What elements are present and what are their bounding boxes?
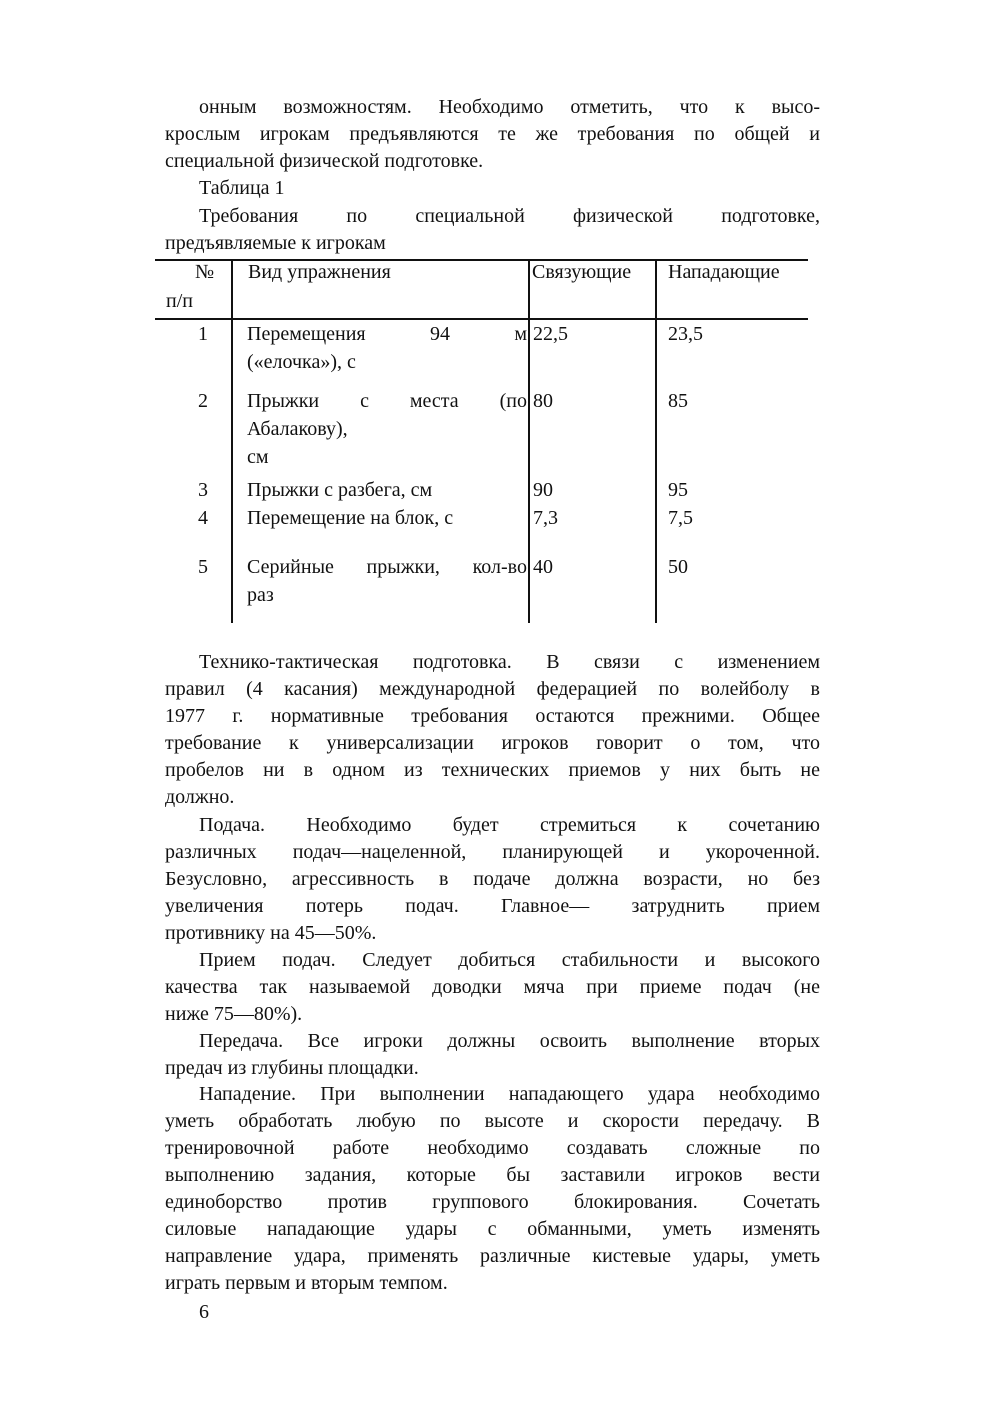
body-paragraph [165, 812, 820, 947]
text-line: Передача. Все игроки должны освоить выполнение вторых [199, 1030, 820, 1052]
text-line: Нападение. При выполнении нападающего удара необходимо [199, 1083, 820, 1105]
attackers-value: 85 [668, 390, 688, 412]
header-num-line2: п/п [166, 290, 193, 312]
text-line: предъявляемые к игрокам [165, 232, 386, 254]
text-line: увеличения потерь подач. Главное— затруднить прием [165, 895, 820, 917]
exercise-name [247, 553, 527, 609]
text-line: должно. [165, 786, 235, 808]
text-line: 1977 г. нормативные требования остаются прежними. Общее [165, 705, 820, 727]
text-line: требование к универсализации игроков говорит о том, что [165, 732, 820, 754]
text-line: специальной физической подготовке. [165, 150, 484, 172]
header-num-line1: № [195, 261, 215, 283]
text-line: единоборство против группового блокирования. Сочетать [165, 1191, 820, 1213]
text-line: Безусловно, агрессивность в подаче должна возрасти, но без [165, 868, 820, 890]
text-line: уметь обработать любую по высоте и скорости передачу. В [165, 1110, 820, 1132]
row-number: 5 [198, 556, 208, 578]
exercise-name-line: раз [247, 584, 274, 606]
table-label: Таблица 1 [199, 177, 285, 199]
exercise-name-line: («елочка»), с [247, 351, 356, 373]
body-paragraph [165, 1081, 820, 1297]
text-line: ниже 75—80%). [165, 1003, 303, 1025]
row-number: 2 [198, 390, 208, 412]
attackers-value: 23,5 [668, 323, 703, 345]
exercise-name [247, 387, 527, 471]
attackers-value: 50 [668, 556, 688, 578]
row-number: 4 [198, 507, 208, 529]
table-column-divider [655, 259, 657, 623]
setters-value: 80 [533, 390, 553, 412]
text-line: пробелов ни в одном из технических приемов у них быть не [165, 759, 820, 781]
text-line: качества так называемой доводки мяча при приеме подач (не [165, 976, 820, 998]
exercise-name-line: Абалакову), [247, 418, 348, 440]
exercise-name-line: см [247, 446, 269, 468]
table-caption [165, 203, 820, 257]
setters-value: 7,3 [533, 507, 558, 529]
exercise-name-line: Перемещение на блок, с [247, 507, 454, 529]
exercise-name [247, 504, 527, 532]
text-line: тренировочной работе необходимо создавать сложные по [165, 1137, 820, 1159]
text-line: выполнению задания, которые бы заставили игроков вести [165, 1164, 820, 1186]
exercise-name-line: Серийные прыжки, кол-во [247, 556, 527, 578]
exercise-name [247, 320, 527, 376]
header-attackers: Нападающие [668, 261, 780, 283]
text-line: различных подач—нацеленной, планирующей и укороченной. [165, 841, 820, 863]
text-line: силовые нападающие удары с обманными, уметь изменять [165, 1218, 820, 1240]
exercise-name-line: Прыжки с места (по [247, 390, 527, 412]
text-line: играть первым и вторым темпом. [165, 1272, 448, 1294]
text-line: Прием подач. Следует добиться стабильности и высокого [199, 949, 820, 971]
text-line: Подача. Необходимо будет стремиться к сочетанию [199, 814, 820, 836]
intro-paragraph [165, 94, 820, 175]
text-line: крослым игрокам предъявляются те же требования по общей и [165, 123, 820, 145]
table-column-divider [231, 259, 233, 623]
page-number: 6 [199, 1301, 209, 1323]
row-number: 1 [198, 323, 208, 345]
text-line: Технико-тактическая подготовка. В связи с изменением [199, 651, 820, 673]
exercise-name-line: Перемещения 94 м [247, 323, 527, 345]
table-column-divider [528, 259, 530, 623]
text-line: направление удара, применять различные кистевые удары, уметь [165, 1245, 820, 1267]
attackers-value: 95 [668, 479, 688, 501]
setters-value: 40 [533, 556, 553, 578]
setters-value: 90 [533, 479, 553, 501]
body-paragraph [165, 1028, 820, 1082]
text-line: Требования по специальной физической подготовке, [199, 205, 820, 227]
header-exercise: Вид упражнения [248, 261, 391, 283]
text-line: предач из глубины площадки. [165, 1057, 419, 1079]
row-number: 3 [198, 479, 208, 501]
exercise-name [247, 476, 527, 504]
exercise-name-line: Прыжки с разбега, см [247, 479, 433, 501]
setters-value: 22,5 [533, 323, 568, 345]
attackers-value: 7,5 [668, 507, 693, 529]
text-line: правил (4 касания) международной федерацией по волейболу в [165, 678, 820, 700]
text-line: онным возможностям. Необходимо отметить, что к высо- [199, 96, 820, 118]
body-paragraph [165, 649, 820, 811]
body-paragraph [165, 947, 820, 1028]
header-setters: Связующие [532, 261, 632, 283]
text-line: противнику на 45—50%. [165, 922, 377, 944]
